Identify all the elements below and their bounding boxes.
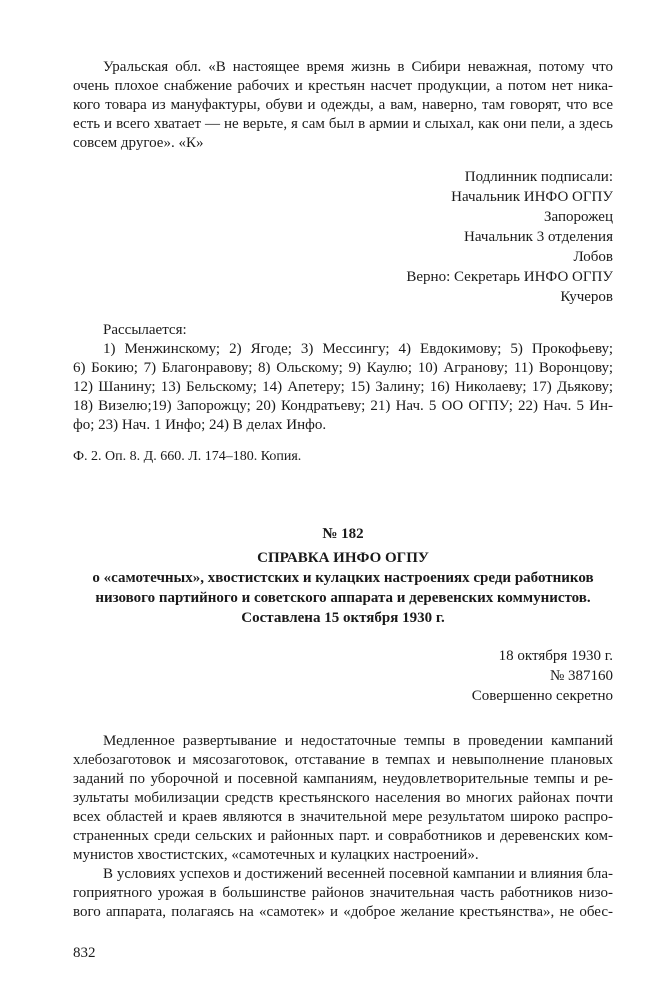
distribution-list	[73, 321, 613, 435]
document-subtitle: о «самотечных», хвостистских и кулацких настроениях среди работников	[92, 570, 594, 586]
document-number: № 182	[322, 526, 364, 542]
signature-block	[73, 167, 613, 307]
archive-reference: Ф. 2. Оп. 8. Д. 660. Л. 174–180. Копия.	[73, 449, 302, 464]
signature-line: Начальник 3 отделения	[464, 229, 613, 245]
text-line: есть и всего хватает — не верьте, я сам был в армии и слыхал, как они пели, а здесь	[73, 116, 613, 132]
text-line: совсем другое». «К»	[73, 135, 204, 151]
text-line: всех областей и краев являются в значительной мере результатом широко распро-	[73, 809, 613, 825]
text-line: Уральская обл. «В настоящее время жизнь в Сибири неважная, потому что	[103, 59, 613, 75]
signature-line: Запорожец	[544, 209, 613, 225]
document-header	[73, 524, 613, 706]
text-line: страненных среди сельских и районных парт. и совработников и деревенских ком-	[73, 828, 613, 844]
text-line: зультаты мобилизации средств крестьянского населения во многих районах почти	[73, 790, 613, 806]
document-title: СПРАВКА ИНФО ОГПУ	[257, 550, 429, 566]
quote-paragraph	[73, 58, 613, 153]
classification: Совершенно секретно	[471, 688, 613, 704]
body-text	[73, 732, 613, 922]
document-reg-number: № 387160	[549, 668, 613, 684]
signature-line: Кучеров	[560, 289, 613, 305]
text-line: мунистов хвостистских, «самотечных и кулацких настроений».	[73, 847, 479, 863]
text-line: вого аппарата, полагаясь на «самотек» и «доброе желание крестьянства», не обес-	[73, 904, 613, 920]
text-line: Медленное развертывание и недостаточные темпы в проведении кампаний	[103, 733, 613, 749]
signature-line: Подлинник подписали:	[464, 169, 613, 185]
text-line: кого товара из мануфактуры, обуви и одежды, а вам, наверно, там говорят, что все	[73, 97, 613, 113]
signature-line: Верно: Секретарь ИНФО ОГПУ	[406, 269, 613, 285]
text-line: гоприятного урожая в большинстве районов значительная часть работников низо-	[73, 885, 613, 901]
document-meta	[73, 646, 613, 706]
text-line: В условиях успехов и достижений весенней посевной кампании и влияния бла-	[103, 866, 613, 882]
text-line: хлебозаготовок и мясозаготовок, отставание в темпах и невыполнение плановых	[73, 752, 613, 768]
text-line: 12) Шанину; 13) Бельскому; 14) Апетеру; 15) Залину; 16) Николаеву; 17) Дьякову;	[73, 379, 613, 395]
document-subtitle: низового партийного и советского аппарата и деревенских коммунистов.	[95, 590, 591, 606]
signature-line: Лобов	[573, 249, 613, 265]
text-line: 6) Бокию; 7) Благонравову; 8) Ольскому; 9) Каулю; 10) Агранову; 11) Воронцову;	[73, 360, 613, 376]
text-line: очень плохое снабжение рабочих и крестьян насчет продукции, а потом нет ника-	[73, 78, 613, 94]
text-line: фо; 23) Нач. 1 Инфо; 24) В делах Инфо.	[73, 417, 327, 433]
signature-line: Начальник ИНФО ОГПУ	[451, 189, 613, 205]
text-line: заданий по уборочной и посевной кампаниям, неудовлетворительные темпы и ре-	[73, 771, 613, 787]
text-line: 18) Визелю;19) Запорожцу; 20) Кондратьеву; 21) Нач. 5 ОО ОГПУ; 22) Нач. 5 Ин-	[73, 398, 613, 414]
document-date: 18 октября 1930 г.	[498, 648, 613, 664]
page	[73, 0, 613, 993]
page-number: 832	[73, 945, 96, 961]
document-subtitle: Составлена 15 октября 1930 г.	[241, 610, 445, 626]
text-line: 1) Менжинскому; 2) Ягоде; 3) Мессингу; 4) Евдокимову; 5) Прокофьеву;	[103, 341, 613, 357]
distribution-heading: Рассылается:	[103, 322, 187, 338]
